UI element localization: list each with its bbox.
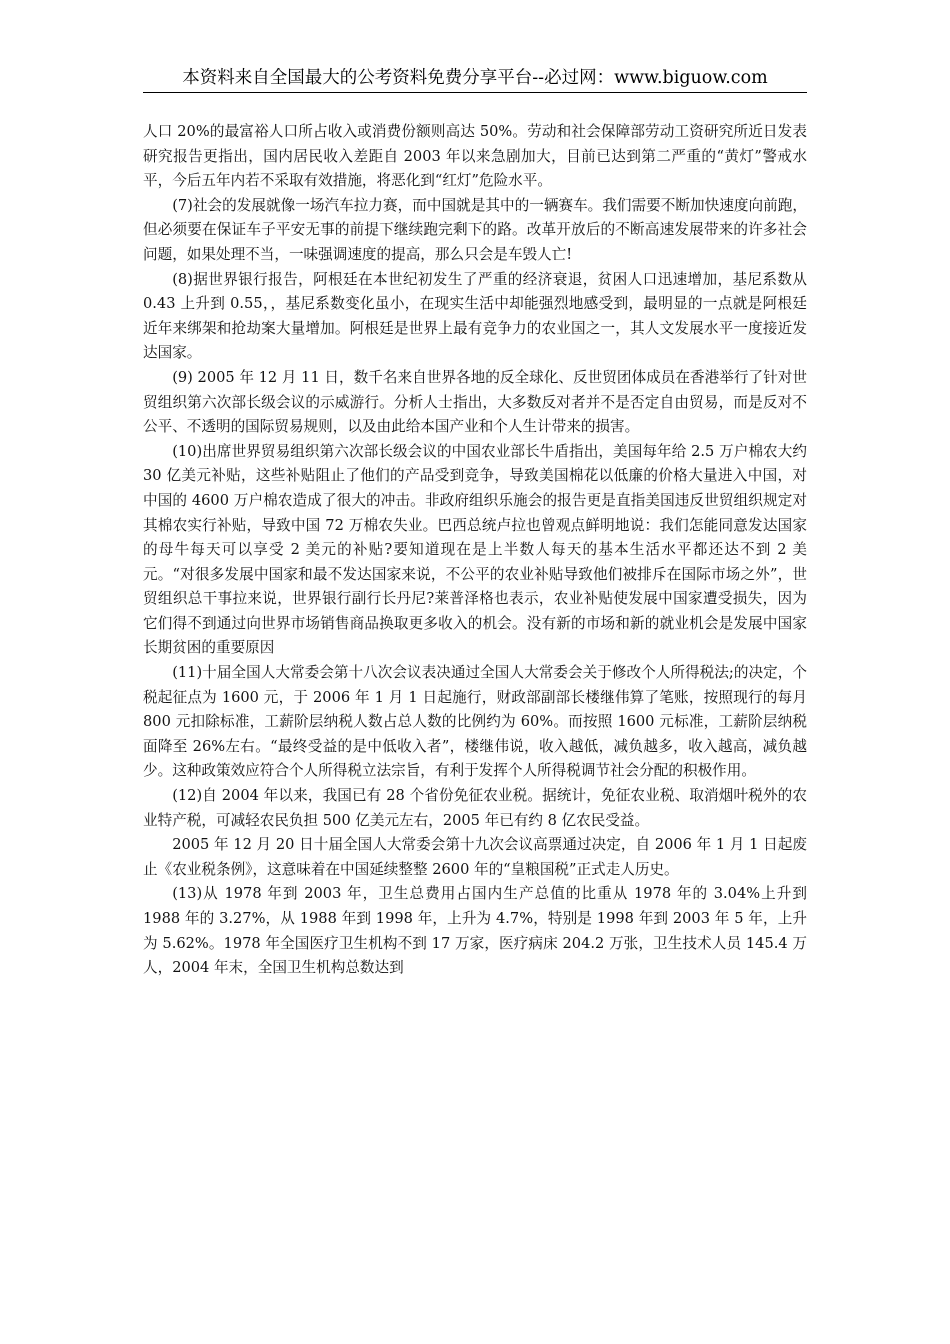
paragraph-11-income-tax: (11)十届全国人大常委会第十八次会议表决通过全国人大常委会关于修改个人所得税法;的决定，个税起征点为 1600 元，于 2006 年 1 月 1 日起施行，财政部副部长楼继伟算了笔账，按照现行的每月 800 元扣除标准，工薪阶层纳税人数占总人数的比例约为 60%。而按照 1600 元标准，工薪阶层纳税面降至 26%左右。“最终受益的是中低收入者”，楼继伟说，收入越低，减负越多，收入越高，减负越少。这种政策效应符合个人所得税立法宗旨，有利于发挥个人所得税调节社会分配的积极作用。 [143,664,807,780]
paragraph-10-cotton-subsidies: (10)出席世界贸易组织第六次部长级会议的中国农业部长牛盾指出，美国每年给 2.5 万户棉农大约 30 亿美元补贴，这些补贴阻止了他们的产品受到竞争，导致美国棉花以低廉的价格大量进入中国，对中国的 4600 万户棉农造成了很大的冲击。非政府组织乐施会的报告更是直指美国违反世贸组织规定对其棉农实行补贴，导致中国 72 万棉农失业。巴西总统卢拉也曾观点鲜明地说：我们怎能同意发达国家的母牛每天可以享受 2 美元的补贴?要知道现在是上半数人每天的基本生活水平都还达不到 2 美元。“对很多发展中国家和最不发达国家来说，不公平的农业补贴导致他们被排斥在国际市场之外”，世贸组织总干事拉来说，世界银行副行长丹尼?莱普泽格也表示，农业补贴使发展中国家遭受损失，因为它们得不到通过向世界市场销售商品换取更多收入的机会。没有新的市场和新的就业机会是发展中国家长期贫困的重要原因 [143,442,807,657]
paragraph-7-car-rally: (7)社会的发展就像一场汽车拉力赛，而中国就是其中的一辆赛车。我们需要不断加快速度向前跑，但必须要在保证车子平安无事的前提下继续跑完剩下的路。改革开放后的不断高速发展带来的许多社会问题，如果处理不当，一味强调速度的提高，那么只会是车毁人亡! [143,196,807,263]
page-header: 本资料来自全国最大的公考资料免费分享平台--必过网：www.biguow.com [182,68,768,88]
paragraph-13-health-expenditure: (13)从 1978 年到 2003 年，卫生总费用占国内生产总值的比重从 1978 年的 3.04%上升到 1988 年的 3.27%，从 1988 年到 1998 年，上升为 4.7%，特别是 1998 年到 2003 年 5 年，上升为 5.62%。1978 年全国医疗卫生机构不到 17 万家，医疗病床 204.2 万张，卫生技术人员 145.4 万人，2004 年末，全国卫生机构总数达到 [143,885,807,977]
paragraph-12-agricultural-tax: (12)自 2004 年以来，我国已有 28 个省份免征农业税。据统计，免征农业税、取消烟叶税外的农业特产税，可减轻农民负担 500 亿美元左右，2005 年已有约 8 亿农民受益。 [143,787,807,829]
paragraph-8-argentina: (8)据世界银行报告，阿根廷在本世纪初发生了严重的经济衰退，贫困人口迅速增加，基尼系数从 0.43 上升到 0.55，，基尼系数变化虽小，在现实生活中却能强烈地感受到，最明显的一点就是阿根廷近年来绑架和抢劫案大量增加。阿根廷是世界上最有竞争力的农业国之一，其人文发展水平一度接近发达国家。 [143,270,807,362]
document-body [143,120,807,981]
paragraph-income-gap-continued: 人口 20%的最富裕人口所占收入或消费份额则高达 50%。劳动和社会保障部劳动工资研究所近日发表研究报告更指出，国内居民收入差距自 2003 年以来急剧加大，目前已达到第二严重的“黄灯”警戒水平，今后五年内若不采取有效措施，将恶化到“红灯”危险水平。 [143,123,807,190]
paragraph-12-tax-abolition: 2005 年 12 月 20 日十届全国人大常委会第十九次会议高票通过决定，自 2006 年 1 月 1 日起废止《农业税条例》，这意味着在中国延续整整 2600 年的“皇粮国税”正式走人历史。 [143,836,807,878]
header-rule [143,92,807,93]
paragraph-9-anti-globalization: (9) 2005 年 12 月 11 日，数千名来自世界各地的反全球化、反世贸团体成员在香港举行了针对世贸组织第六次部长级会议的示威游行。分析人士指出，大多数反对者并不是否定自由贸易，而是反对不公平、不透明的国际贸易规则，以及由此给本国产业和个人生计带来的损害。 [143,368,807,436]
